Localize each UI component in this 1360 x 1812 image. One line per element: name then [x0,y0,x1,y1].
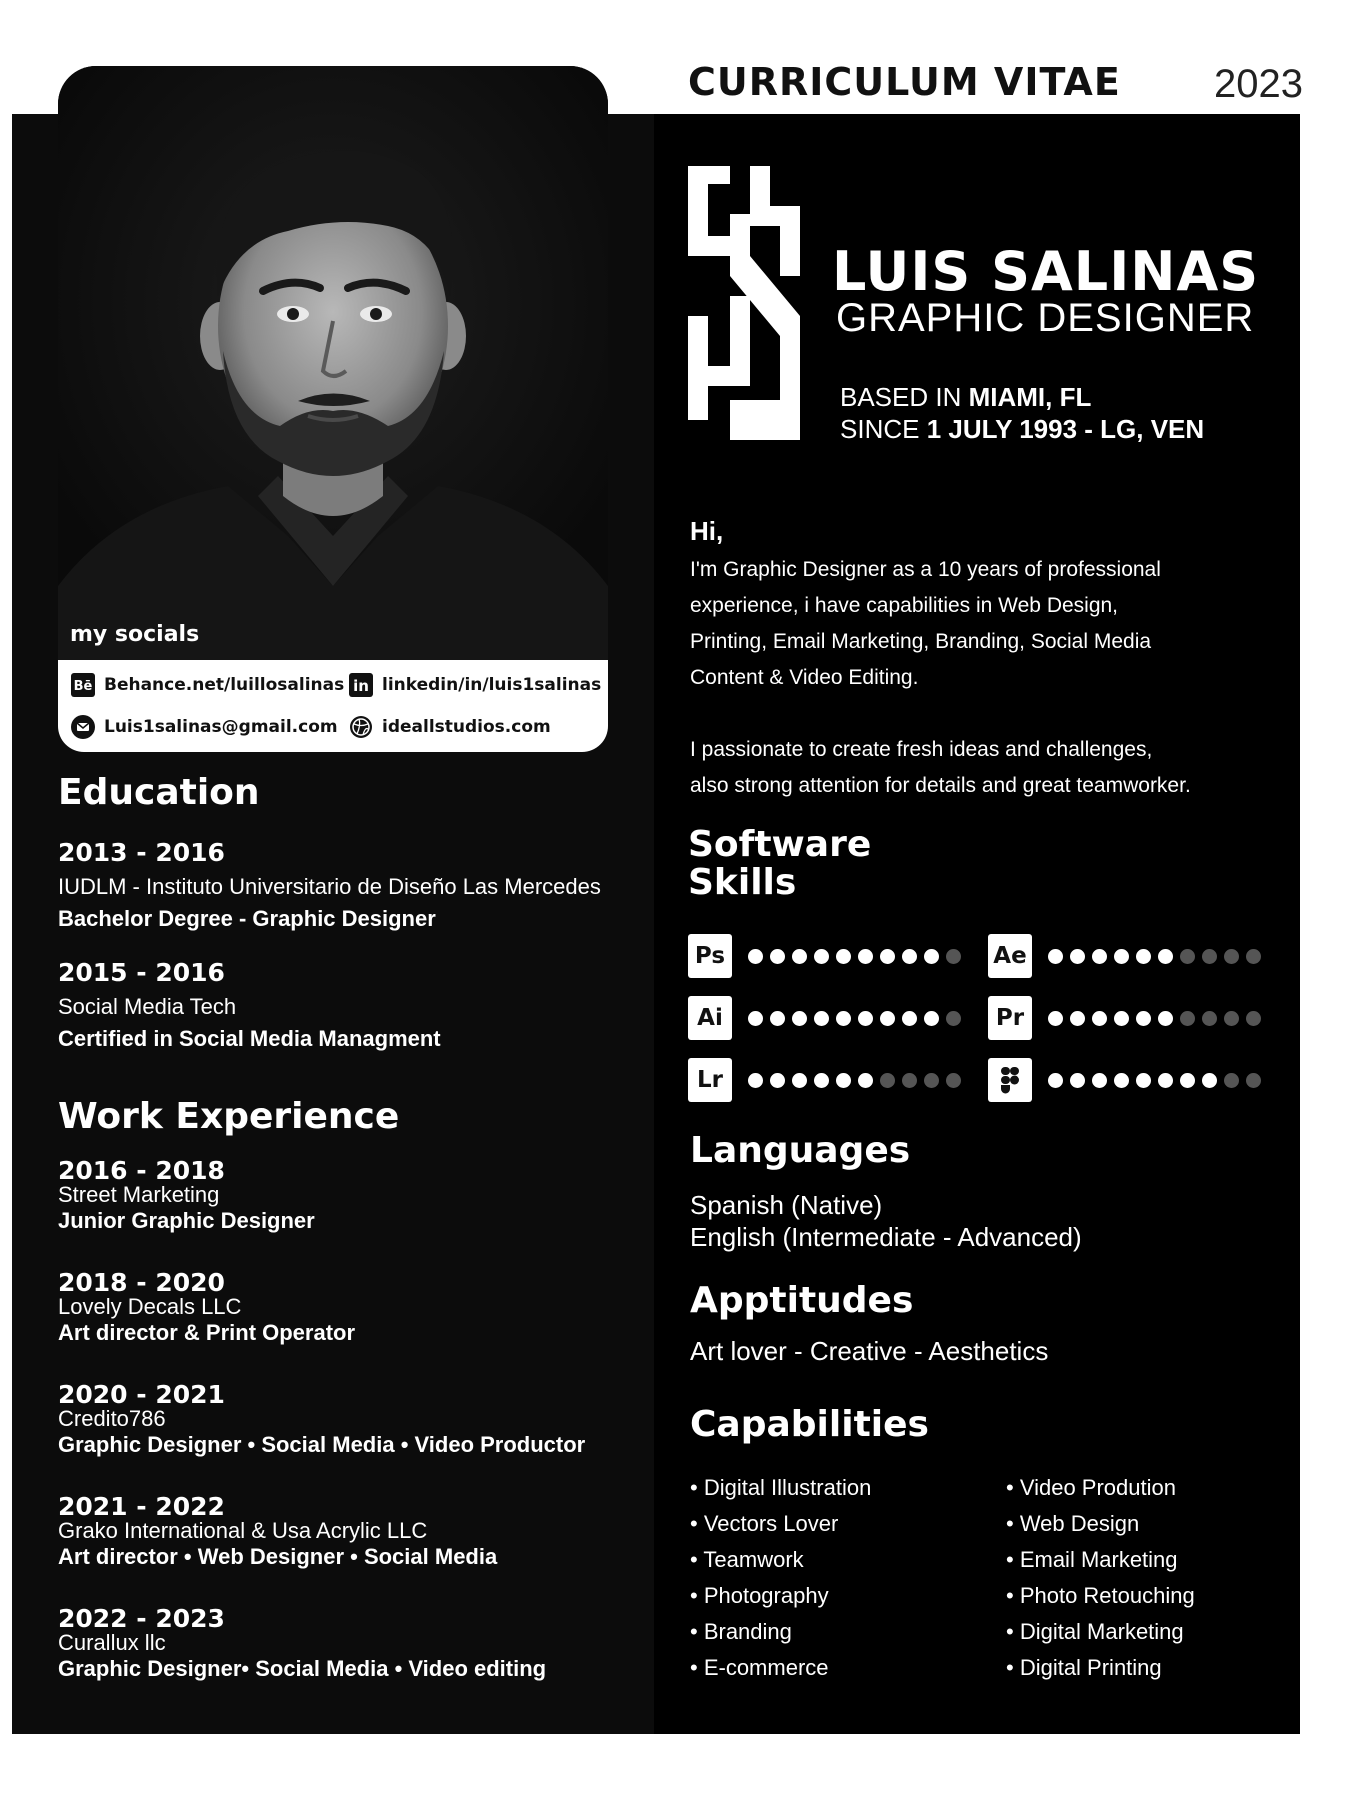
skill-dot-empty [946,1011,961,1026]
capability-item: • Photography [690,1583,829,1608]
capability-item: • Branding [690,1619,792,1644]
work-years: 2018 - 2020 [58,1268,225,1297]
bio-line: Printing, Email Marketing, Branding, Social Media [690,630,1152,653]
bio-line: experience, i have capabilities in Web Design, [690,594,1119,617]
email-text: Luis1salinas@gmail.com [104,717,338,737]
bio-line: I passionate to create fresh ideas and challenges, [690,738,1153,761]
bio-line: Content & Video Editing. [690,666,919,689]
capability-item: • Teamwork [690,1547,804,1572]
skill-dot-filled [748,1073,763,1088]
svg-text:in: in [353,677,369,695]
software-badge-ps: Ps [688,934,732,978]
cv-year: 2023 [1214,62,1303,106]
education-years: 2013 - 2016 [58,838,225,867]
software-badge-pr: Pr [988,996,1032,1040]
skill-dot-empty [924,1073,939,1088]
software-skill-row [988,934,1261,978]
skill-dot-filled [1070,1073,1085,1088]
skill-dot-filled [792,1073,807,1088]
capabilities-right [1006,1470,1195,1686]
skill-dot-filled [858,949,873,964]
website-link[interactable] [348,714,551,740]
skill-dot-empty [1224,949,1239,964]
since-value: 1 JULY 1993 - LG, VEN [926,414,1205,444]
skill-dot-filled [1180,1073,1195,1088]
email-link[interactable] [70,714,338,740]
education-degree: Certified in Social Media Managment [58,1026,441,1051]
skill-dot-filled [1048,1011,1063,1026]
since-prefix: SINCE [840,414,927,444]
skill-dot-filled [902,1011,917,1026]
skill-level-dots [748,1073,961,1088]
software-skill-row [988,996,1261,1040]
software-badge-lr: Lr [688,1058,732,1102]
skill-dot-filled [1114,949,1129,964]
based-in [840,382,1091,413]
dribbble-icon [348,714,374,740]
website-text: ideallstudios.com [382,717,551,737]
work-company: Street Marketing [58,1182,220,1207]
skill-dot-filled [858,1011,873,1026]
skill-level-dots [748,1011,961,1026]
capability-item: • Email Marketing [1006,1547,1178,1572]
skill-dot-empty [880,1073,895,1088]
page-title: CURRICULUM VITAE [688,60,1121,104]
capability-item: • Digital Illustration [690,1475,872,1500]
skill-dot-filled [924,949,939,964]
skill-dot-filled [1048,1073,1063,1088]
software-title-line: Software [688,824,872,865]
skill-dot-empty [1224,1073,1239,1088]
behance-icon [70,672,96,698]
software-title-line: Skills [688,862,797,903]
skill-dot-filled [1070,1011,1085,1026]
figma-icon [988,1058,1032,1102]
skill-dot-filled [1092,1011,1107,1026]
aptitudes-text: Art lover - Creative - Aesthetics [690,1336,1049,1366]
software-skill-row [688,996,961,1040]
skill-dot-filled [770,949,785,964]
capabilities-left [690,1470,871,1686]
education-degree: Bachelor Degree - Graphic Designer [58,906,436,931]
work-position: Art director & Print Operator [58,1320,356,1345]
education-title: Education [58,772,260,813]
language-item: Spanish (Native) [690,1190,883,1220]
skill-dot-empty [1180,1011,1195,1026]
skill-dot-empty [946,1073,961,1088]
skill-level-dots [1048,1073,1261,1088]
language-item: English (Intermediate - Advanced) [690,1222,1082,1252]
svg-text:Bē: Bē [73,679,93,694]
capability-item: • Web Design [1006,1511,1140,1536]
skill-dot-filled [792,949,807,964]
full-name: LUIS SALINAS [832,240,1260,303]
skill-dot-filled [814,1011,829,1026]
capability-item: • E-commerce [690,1655,829,1680]
education-institution: Social Media Tech [58,994,237,1019]
skill-dot-empty [1180,949,1195,964]
work-company: Grako International & Usa Acrylic LLC [58,1518,428,1543]
skill-dot-filled [836,1011,851,1026]
skill-dot-empty [1202,1011,1217,1026]
skill-level-dots [748,949,961,964]
skill-dot-empty [1246,1011,1261,1026]
work-position: Junior Graphic Designer [58,1208,315,1233]
work-company: Lovely Decals LLC [58,1294,242,1319]
software-skill-row [988,1058,1261,1102]
skill-dot-filled [814,949,829,964]
behance-link[interactable] [70,672,344,698]
skill-dot-empty [946,949,961,964]
skill-dot-filled [1070,949,1085,964]
capability-item: • Vectors Lover [690,1511,839,1536]
linkedin-text: linkedin/in/luis1salinas [382,675,602,695]
skill-dot-empty [1224,1011,1239,1026]
email-icon [70,714,96,740]
skill-dot-empty [1246,1073,1261,1088]
work-years: 2022 - 2023 [58,1604,225,1633]
skill-dot-filled [880,949,895,964]
software-badge-ae: Ae [988,934,1032,978]
skill-dot-filled [1158,1073,1173,1088]
capability-item: • Video Prodution [1006,1475,1176,1500]
skill-dot-filled [1092,949,1107,964]
skill-dot-empty [1246,949,1261,964]
skill-dot-filled [748,949,763,964]
work-position: Graphic Designer• Social Media • Video editing [58,1656,547,1681]
greeting: Hi, [690,516,724,546]
software-skill-row [688,934,961,978]
skill-dot-filled [1114,1011,1129,1026]
skill-dot-filled [1158,949,1173,964]
skill-dot-filled [1136,949,1151,964]
skill-dot-filled [858,1073,873,1088]
based-prefix: BASED IN [840,382,969,412]
work-years: 2021 - 2022 [58,1492,225,1521]
software-title [688,826,871,902]
skill-dot-filled [1136,1011,1151,1026]
capability-item: • Digital Printing [1006,1655,1162,1680]
skill-dot-filled [770,1011,785,1026]
work-years: 2016 - 2018 [58,1156,225,1185]
based-city: MIAMI, FL [968,382,1092,412]
socials-label: my socials [70,622,200,647]
job-title: GRAPHIC DESIGNER [836,296,1255,340]
capabilities-title: Capabilities [690,1404,929,1445]
bio-paragraph-2 [690,732,1250,804]
software-badge-ai: Ai [688,996,732,1040]
skill-dot-empty [902,1073,917,1088]
skill-dot-filled [1048,949,1063,964]
linkedin-link[interactable] [348,672,601,698]
behance-text: Behance.net/luillosalinas [104,675,345,695]
skill-dot-filled [1092,1073,1107,1088]
skill-dot-empty [1202,949,1217,964]
work-company: Curallux llc [58,1630,166,1655]
skill-dot-filled [836,1073,851,1088]
aptitudes-title: Apptitudes [690,1280,914,1321]
work-company: Credito786 [58,1406,166,1431]
education-years: 2015 - 2016 [58,958,225,987]
profile-photo [58,66,608,660]
work-position: Graphic Designer • Social Media • Video Productor [58,1432,586,1457]
education-institution: IUDLM - Instituto Universitario de Diseño Las Mercedes [58,874,601,899]
bio-paragraph-1 [690,552,1250,696]
skill-dot-filled [814,1073,829,1088]
skill-dot-filled [902,949,917,964]
software-skill-row [688,1058,961,1102]
linkedin-icon [348,672,374,698]
since-date [840,414,1204,445]
skill-level-dots [1048,949,1261,964]
capability-item: • Photo Retouching [1006,1583,1195,1608]
skill-level-dots [1048,1011,1261,1026]
work-title: Work Experience [58,1096,400,1137]
bio-line: I'm Graphic Designer as a 10 years of professional [690,558,1161,581]
skill-dot-filled [1114,1073,1129,1088]
skill-dot-filled [1158,1011,1173,1026]
skill-dot-filled [1202,1073,1217,1088]
work-position: Art director • Web Designer • Social Media [58,1544,498,1569]
skill-dot-filled [880,1011,895,1026]
skill-dot-filled [836,949,851,964]
skill-dot-filled [770,1073,785,1088]
skill-dot-filled [792,1011,807,1026]
work-years: 2020 - 2021 [58,1380,225,1409]
ls-monogram-logo [688,166,800,445]
skill-dot-filled [924,1011,939,1026]
skill-dot-filled [748,1011,763,1026]
socials-box [58,660,608,752]
capability-item: • Digital Marketing [1006,1619,1184,1644]
skill-dot-filled [1136,1073,1151,1088]
languages-title: Languages [690,1130,911,1171]
bio-line: also strong attention for details and great teamworker. [690,774,1191,797]
